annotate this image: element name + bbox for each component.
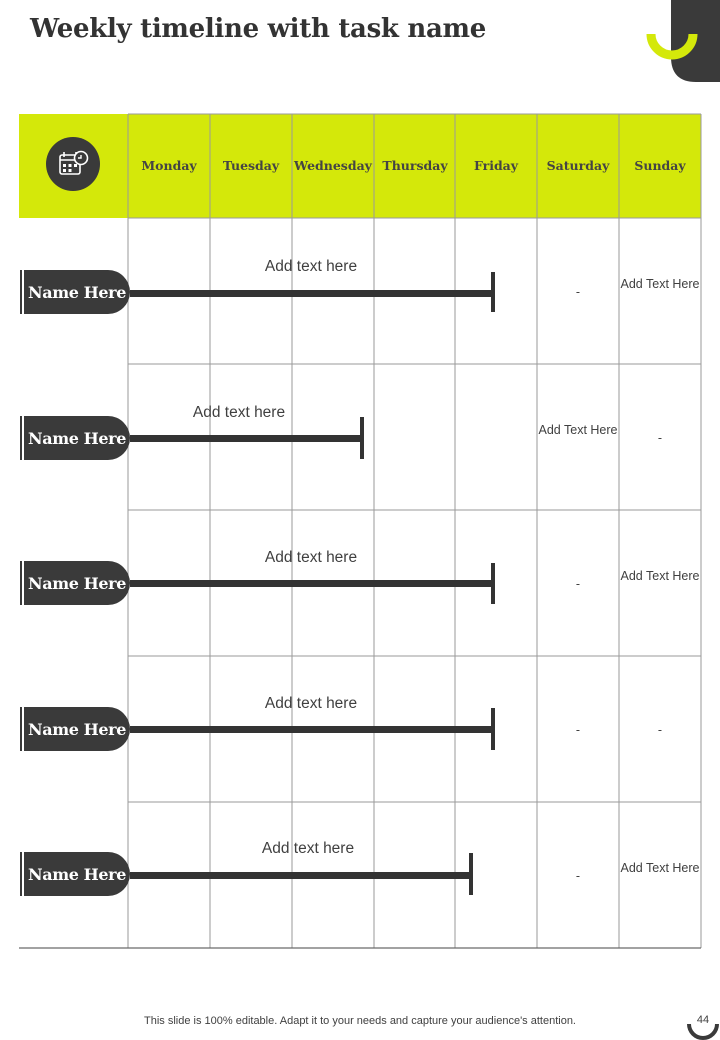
page-title: Weekly timeline with task name [30,14,486,44]
task-caption: Add text here [261,840,355,857]
task-bar-3 [130,580,494,587]
sunday-note: Add Text Here [620,277,700,291]
task-bar-1 [130,290,494,297]
day-header-monday: Monday [141,158,197,173]
saturday-note: Add Text Here [538,423,618,437]
day-header-thursday: Thursday [382,158,448,173]
day-header-saturday: Saturday [546,158,610,173]
saturday-note: - [575,577,581,591]
task-bar-5 [130,872,472,879]
sunday-note: Add Text Here [620,569,700,583]
task-caption: Add text here [192,404,286,421]
sunday-note: - [657,431,663,445]
name-tag-edge [20,270,22,314]
task-bar-end-5 [469,853,473,895]
saturday-note: - [575,723,581,737]
footer-note: This slide is 100% editable. Adapt it to your needs and capture your audience's attention. [144,1015,576,1027]
task-bar-end-3 [491,563,495,604]
task-bar-end-1 [491,272,495,312]
task-caption: Add text here [264,549,358,566]
name-tag-edge [20,707,22,751]
name-tag-edge [20,852,22,896]
task-name-tag: Name Here [24,416,130,460]
task-name-tag: Name Here [24,270,130,314]
day-header-tuesday: Tuesday [222,158,280,173]
calendar-icon [46,137,100,191]
day-header-wednesday: Wednesday [294,158,372,173]
task-name-tag: Name Here [24,707,130,751]
day-header-sunday: Sunday [634,158,686,173]
task-name-tag: Name Here [24,852,130,896]
sunday-note: - [657,723,663,737]
task-name-tag: Name Here [24,561,130,605]
task-bar-end-2 [360,417,364,459]
name-tag-edge [20,416,22,460]
task-bar-4 [130,726,494,733]
day-header-friday: Friday [473,158,519,173]
task-bar-2 [130,435,363,442]
task-caption: Add text here [264,695,358,712]
saturday-note: - [575,285,581,299]
task-caption: Add text here [264,258,358,275]
saturday-note: - [575,869,581,883]
name-tag-edge [20,561,22,605]
page-number: 44 [696,1014,710,1026]
task-bar-end-4 [491,708,495,750]
sunday-note: Add Text Here [620,861,700,875]
